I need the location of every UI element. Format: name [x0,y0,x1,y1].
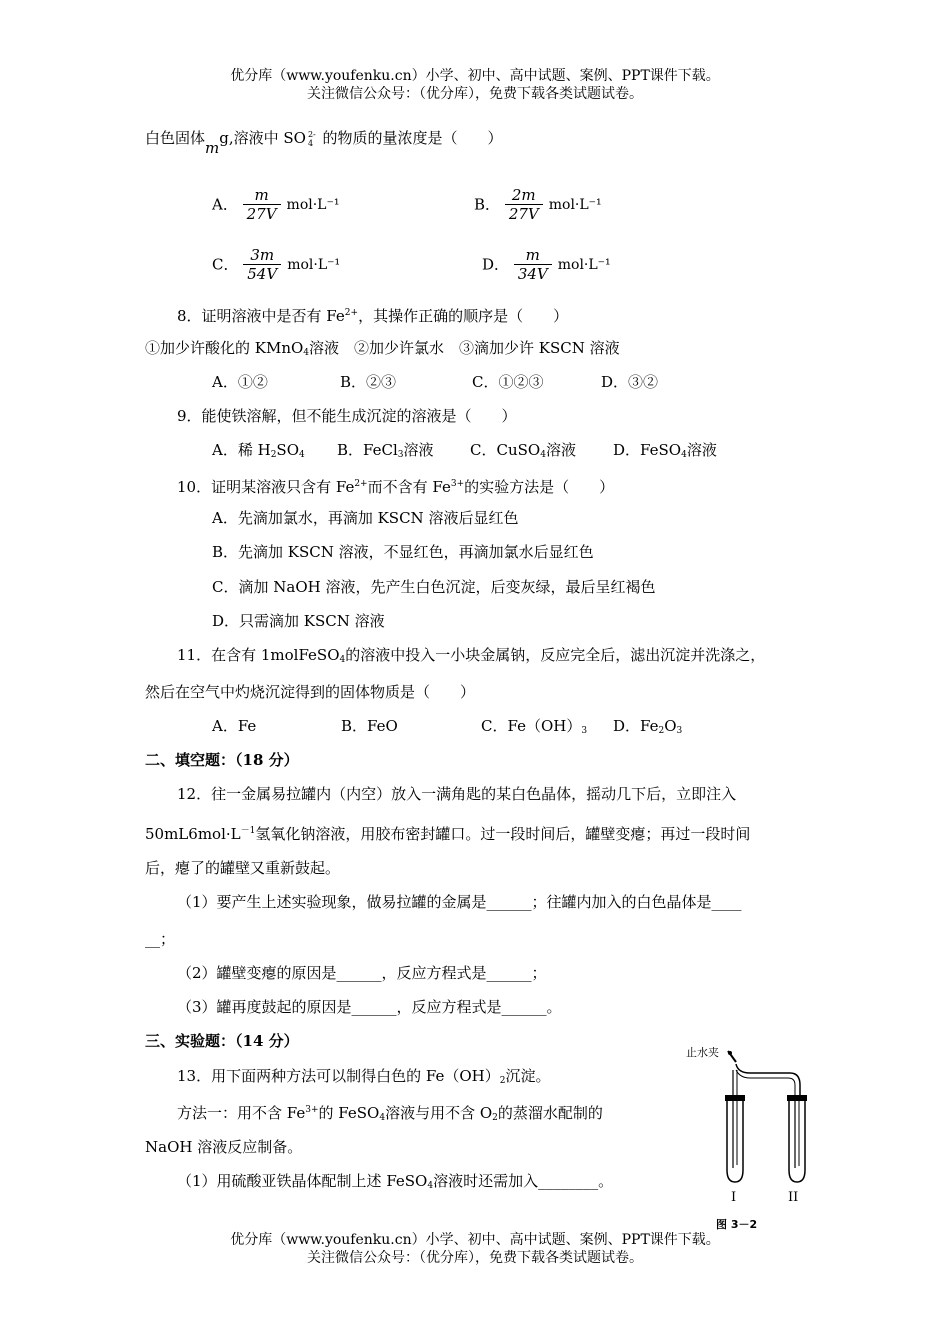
q12-part-3: （3）罐再度鼓起的原因是______，反应方程式是______。 [177,998,562,1016]
q10-stem: 10．证明某溶液只含有 $Fe^{2+}$而不含有 $Fe^{3+}$的实验方法是（ ） [177,478,615,496]
q11-option-d: D．$Fe_2O_3$ [613,717,683,736]
q12-part-2: （2）罐壁变瘪的原因是______，反应方程式是______； [177,964,547,982]
q10-option-c: C．滴加 NaOH 溶液，先产生白色沉淀，后变灰绿，最后呈红褐色 [212,578,656,596]
q8-option-d: D．③② [601,373,659,391]
section-3-title: 三、实验题：（14 分） [145,1032,299,1050]
q10-option-d: D．只需滴加 KSCN 溶液 [212,612,385,630]
q7-stem: 白色固体mg,溶液中 SO 2- 4 的物质的量浓度是（ ） [145,129,503,157]
q12-line-1: 12．往一金属易拉罐内（内空）放入一满角匙的某白色晶体，摇动几下后，立即注入 [177,785,737,803]
q8-option-b: B．②③ [340,373,397,391]
q13-method-1-cont: NaOH 溶液反应制备。 [145,1138,303,1156]
apparatus-drawing [680,1040,830,1235]
q9-option-a: A．稀 $H_2SO_4$ [212,441,305,460]
q12-line-2: $50mL6mol\cdot L^{-1}$氢氧化钠溶液，用胶布密封罐口。过一段时间后，罐壁变瘪；再过一段时间 [145,825,751,843]
q13-part-1: （1）用硫酸亚铁晶体配制上述 FeSO$_4$溶液时还需加入________。 [177,1172,614,1191]
q11-option-c: C．$Fe(OH)_3$ [481,717,588,736]
q9-stem: 9．能使铁溶解，但不能生成沉淀的溶液是（ ） [177,407,517,425]
q8-operations: ①加少许酸化的 KMnO$_4$溶液 ②加少许氯水 ③滴加少许 KSCN 溶液 [145,339,620,358]
q8-option-a: A．①② [212,373,268,391]
figure-apparatus [680,1040,830,1235]
q12-line-3: 后，瘪了的罐壁又重新鼓起。 [145,859,341,877]
footer-line-2: 关注微信公众号：（优分库），免费下载各类试题试卷。 [307,1250,643,1266]
q7-option-b: B． $\frac{2m}{27V}$ mol·L⁻¹ [474,186,602,223]
header-line-2: 关注微信公众号：（优分库），免费下载各类试题试卷。 [307,86,643,102]
q9-option-b: B．FeCl$_3$溶液 [337,441,434,460]
q7-option-d: D． $\frac{m}{34V}$ mol·L⁻¹ [482,246,611,283]
q9-option-d: D．FeSO$_4$溶液 [613,441,717,460]
q8-option-c: C．①②③ [472,373,544,391]
tube-1-label: I [731,1190,737,1205]
section-2-title: 二、填空题：（18 分） [145,751,299,769]
footer-line-1: 优分库（www.youfenku.cn）小学、初中、高中试题、案例、PPT课件下载。 [230,1232,720,1248]
q11-stem-line-2: 然后在空气中灼烧沉淀得到的固体物质是（ ） [145,683,476,701]
q11-stem-line-1: 11．在含有 1molFeSO$_4$的溶液中投入一小块金属钠，反应完全后，滤出沉淀并洗涤之， [177,646,766,665]
q10-option-b: B．先滴加 KSCN 溶液，不显红色，再滴加氯水后显红色 [212,543,594,561]
q9-option-c: C．CuSO$_4$溶液 [470,441,576,460]
q8-stem: 8．证明溶液中是否有 $Fe^{2+}$，其操作正确的顺序是（ ） [177,307,569,325]
tube-2-label: II [788,1190,799,1205]
q10-option-a: A．先滴加氯水，再滴加 KSCN 溶液后显红色 [212,509,519,527]
header-line-1: 优分库（www.youfenku.cn）小学、初中、高中试题、案例、PPT课件下载。 [230,68,720,84]
clamp-label: 止水夹 [686,1046,719,1059]
q11-option-b: B．FeO [341,717,398,735]
q13-line-1: 13．用下面两种方法可以制得白色的 $Fe(OH)_2$沉淀。 [177,1067,551,1086]
q12-part-1-cont: __； [145,930,176,948]
q7-option-a: A． $\frac{m}{27V}$ mol·L⁻¹ [212,186,340,223]
figure-caption: 图 3－2 [716,1218,758,1231]
q12-part-1: （1）要产生上述实验现象，做易拉罐的金属是______；往罐内加入的白色晶体是____ [177,893,742,911]
q7-option-c: C． $\frac{3m}{54V}$ mol·L⁻¹ [212,246,341,283]
q11-option-a: A．Fe [212,717,257,735]
q13-method-1: 方法一：用不含 $Fe^{3+}$的 FeSO$_4$溶液与用不含 $O_2$的蒸溜水配制的 [177,1104,603,1123]
